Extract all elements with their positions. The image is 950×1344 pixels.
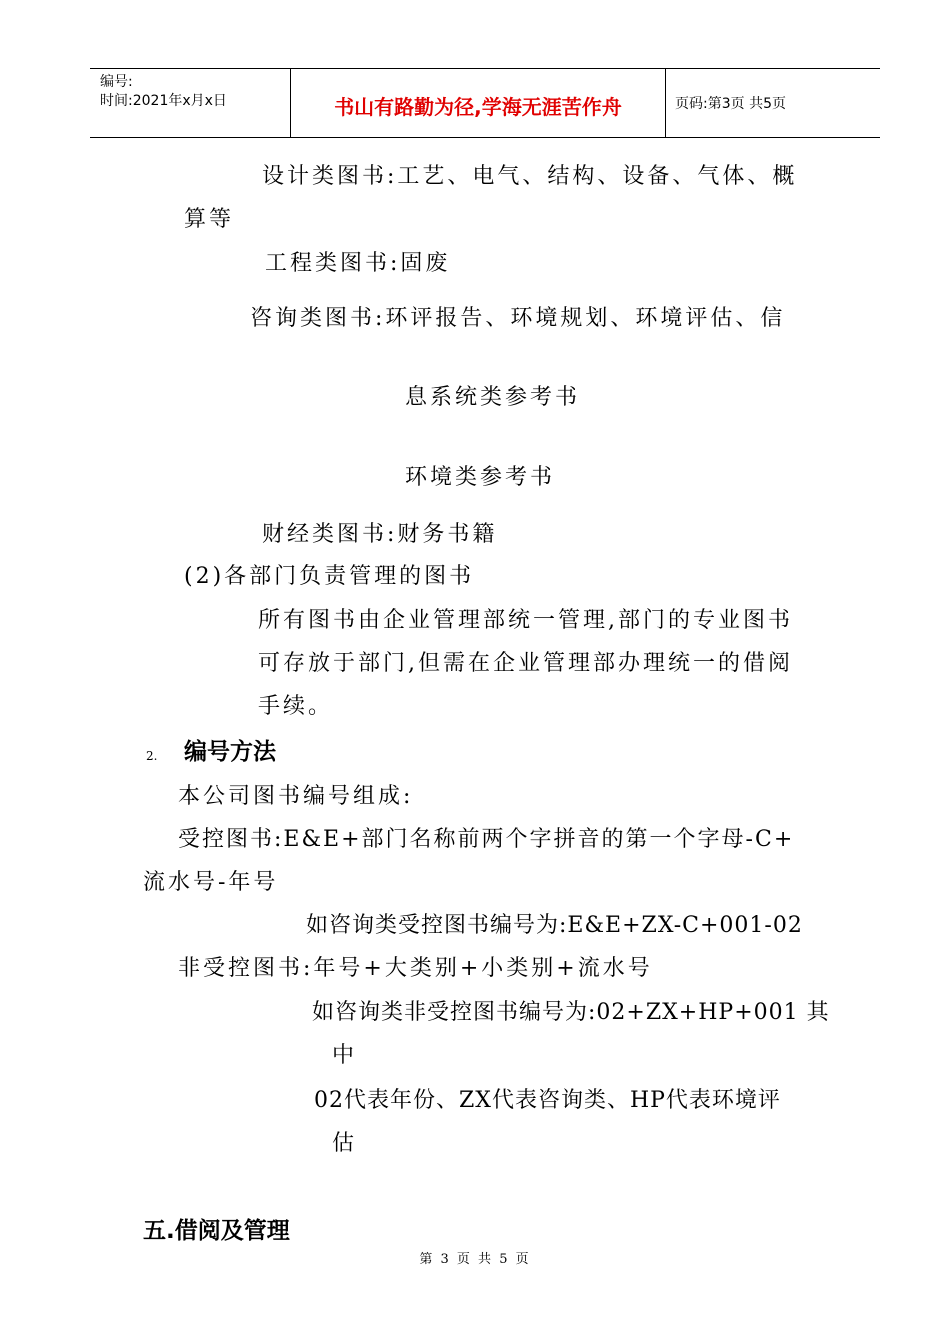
numbering-intro: 本公司图书编号组成: (178, 784, 414, 809)
document-number-label: 编号: (100, 74, 133, 90)
controlled-books-line-2: 流水号-年号 (143, 870, 279, 895)
section-5-title: 五.借阅及管理 (143, 1218, 290, 1244)
controlled-example: 如咨询类受控图书编号为:E&E+ZX-C+001-02 (306, 913, 803, 938)
finance-books-line: 财经类图书:财务书籍 (262, 522, 498, 547)
page-header (90, 68, 880, 138)
dept-books-text-2: 可存放于部门,但需在企业管理部办理统一的借阅 (258, 651, 793, 676)
uncontrolled-example-line-1: 如咨询类非受控图书编号为:02+ZX+HP+001 其 (312, 1000, 830, 1025)
dept-books-title: (2)各部门负责管理的图书 (184, 564, 475, 589)
uncontrolled-example-line-2: 中 (332, 1043, 358, 1068)
section-2-title: 编号方法 (184, 739, 276, 765)
design-books-line-2: 算等 (184, 207, 235, 232)
header-motto-cell (290, 69, 666, 137)
section-2-number: 2. (146, 749, 158, 763)
uncontrolled-books-line: 非受控图书:年号+大类别+小类别+流水号 (178, 956, 653, 981)
dept-books-text-3: 手续。 (258, 694, 334, 719)
controlled-books-line-1: 受控图书:E&E+部门名称前两个字拼音的第一个字母-C+ (178, 827, 795, 852)
design-books-line-1: 设计类图书:工艺、电气、结构、设备、气体、概 (262, 164, 798, 189)
header-meta (90, 69, 290, 137)
header-motto: 书山有路勤为径,学海无涯苦作舟 (334, 95, 622, 119)
code-legend-line-2: 估 (332, 1131, 358, 1156)
page-footer: 第 3 页 共 5 页 (419, 1252, 531, 1267)
engineering-books-line: 工程类图书:固废 (265, 251, 451, 276)
document-time-label: 时间:2021年x月x日 (100, 93, 227, 109)
header-page-cell (665, 69, 880, 137)
info-system-books-line: 息系统类参考书 (405, 385, 581, 410)
code-legend-line-1: 02代表年份、ZX代表咨询类、HP代表环境评 (314, 1088, 781, 1113)
header-page-info: 页码:第3页 共5页 (675, 96, 786, 112)
dept-books-text-1: 所有图书由企业管理部统一管理,部门的专业图书 (258, 608, 793, 633)
environment-books-line: 环境类参考书 (405, 465, 556, 490)
consulting-books-line: 咨询类图书:环评报告、环境规划、环境评估、信 (250, 306, 786, 331)
